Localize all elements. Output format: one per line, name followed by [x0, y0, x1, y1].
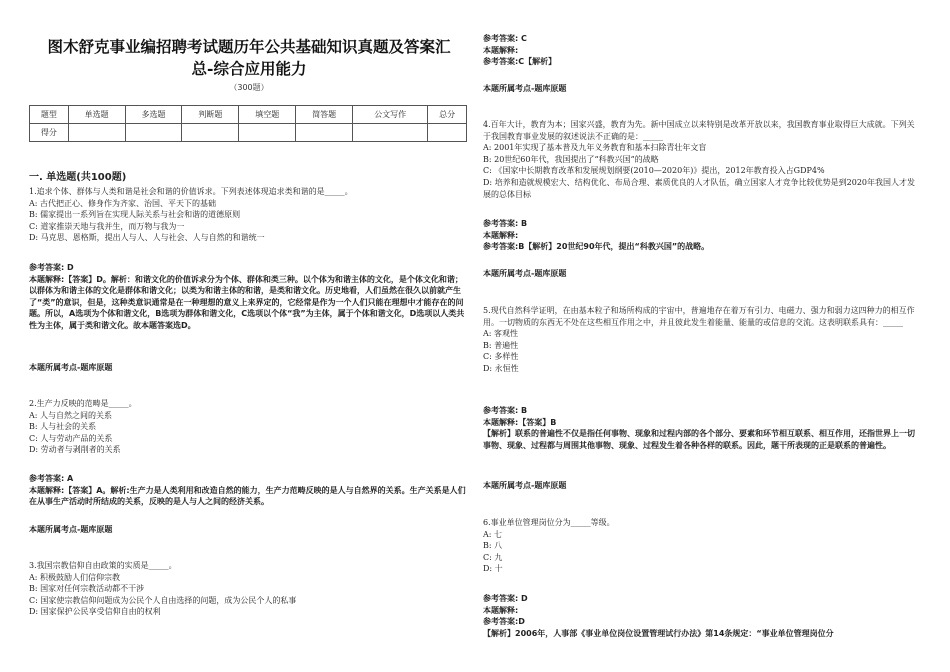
- explanation: 本题解释:【答案】B: [483, 417, 557, 427]
- explanation: 参考答案:B【解析】20世纪90年代，提出“科教兴国”的战略。: [483, 242, 710, 252]
- point-label: 本题所属考点-题库原题: [483, 481, 567, 490]
- answer: 参考答案: D: [483, 594, 528, 603]
- option-d: D: 国家保护公民享受信仰自由的权利: [29, 607, 161, 617]
- answer: 参考答案: C: [483, 34, 527, 43]
- explanation-label: 本题解释:: [483, 230, 519, 240]
- option-c: C: 九: [483, 552, 503, 562]
- answer-block-6: [483, 593, 918, 653]
- score-cell: [428, 124, 467, 142]
- score-header-cell: 多选题: [125, 106, 182, 124]
- option-a: A: 2001年实现了基本普及九年义务教育和基本扫除青壮年文盲: [483, 143, 707, 153]
- option-b: B: 国家对任何宗教活动都不干涉: [29, 584, 145, 594]
- option-d: D: 马克思、恩格斯，提出人与人、人与社会、人与自然的和谐统一: [29, 233, 265, 243]
- option-a: A: 客观性: [483, 329, 519, 339]
- option-d: D: 永恒性: [483, 363, 519, 373]
- score-header-cell: 判断题: [182, 106, 239, 124]
- score-cell: [239, 124, 296, 142]
- explanation-label: 本题解释:: [483, 45, 519, 55]
- score-cell: [182, 124, 239, 142]
- option-c: C: 人与劳动产品的关系: [29, 433, 113, 443]
- answer-block-2: [29, 473, 469, 508]
- title-line-2: 总-综合应用能力: [191, 59, 307, 78]
- question-1: [29, 186, 469, 244]
- score-table: [29, 105, 467, 142]
- score-table-header-row: [30, 106, 467, 124]
- option-c: C: 《国家中长期教育改革和发展规划纲要(2010—2020年)》提出，2012年教育投入占GDP4%: [483, 166, 825, 176]
- option-b: B: 20世纪60年代，我国提出了“科教兴国”的战略: [483, 154, 659, 164]
- question-2: [29, 398, 469, 456]
- answer-block-3: [483, 33, 923, 68]
- score-header-cell: 填空题: [239, 106, 296, 124]
- score-header-cell: 公文写作: [353, 106, 428, 124]
- explanation-detail: 【解析】2006年，人事部《事业单位岗位设置管理试行办法》第14条规定：“事业单位管理岗位分: [483, 628, 834, 638]
- question-5: [483, 305, 918, 375]
- answer: 参考答案: A: [29, 474, 74, 483]
- answer: 参考答案: B: [483, 219, 528, 228]
- section-heading: 一. 单选题(共100题): [29, 172, 127, 183]
- option-a: A: 古代把正心、修身作为齐家、治国、平天下的基础: [29, 198, 217, 208]
- question-stem: 5.现代自然科学证明，在由基本粒子和场所构成的宇宙中，普遍地存在着万有引力、电磁力、强力和弱力这四种力的相互作用。一切物质的东西无不处在这些相互作用之中，并且彼此发生着能量、能量的或信息的交流。这表明联系具有：_____: [483, 306, 915, 327]
- explanation: 参考答案:D: [483, 617, 525, 627]
- option-c: C: 国家使宗教信仰问题成为公民个人自由选择的问题，成为公民个人的私事: [29, 595, 297, 605]
- option-b: B: 人与社会的关系: [29, 422, 97, 432]
- option-d: D: 劳动者与剥削者的关系: [29, 445, 121, 455]
- option-b: B: 儒家提出一系列旨在实现人际关系与社会和谐的道德原则: [29, 210, 241, 220]
- option-c: C: 多样性: [483, 352, 519, 362]
- question-stem: 3.我国宗教信仰自由政策的实质是_____。: [29, 561, 177, 570]
- question-total: （300题）: [229, 83, 269, 92]
- score-header-cell: 总分: [428, 106, 467, 124]
- explanation: 本题解释:【答案】D。解析：和谐文化的价值诉求分为个体、群体和类三种。以个体为和谐主体的文化，是个体文化和谐；以群体为和谐主体的文化是群体和谐文化；以类为和谐主体的和谐，是类和谐文化。历史地看，人们虽然在很久以前就产生了“类”的意识，但是，这种类意识通常是在一种理想的意义上来界定的，它经常是作为一个人们只能在理想中才能存在的问题。所以，A选项为个体和谐文化，B选项为群体和谐文化，C选项以个体“我”为主体，属于个体和谐文化，D选项以人类共性为主体，属于类和谐文化。故本题答案选D。: [29, 274, 465, 330]
- score-cell: [68, 124, 125, 142]
- question-6: [483, 517, 923, 575]
- score-row-label: 得分: [30, 124, 69, 142]
- question-3: [29, 560, 469, 618]
- point-label: 本题所属考点-题库原题: [29, 525, 113, 534]
- score-cell: [353, 124, 428, 142]
- question-stem: 1.追求个体、群体与人类和谐是社会和谐的价值诉求。下列表述体现追求类和谐的是_____。: [29, 187, 353, 196]
- explanation: 参考答案:C【解析】: [483, 57, 557, 67]
- score-header-cell: 单选题: [68, 106, 125, 124]
- point-label: 本题所属考点-题库原题: [483, 269, 567, 278]
- option-c: C: 道家推崇天地与我并生，而万物与我为一: [29, 221, 185, 231]
- option-a: A: 积极鼓励人们信仰宗教: [29, 572, 121, 582]
- option-b: B: 普遍性: [483, 340, 519, 350]
- question-stem: 6.事业单位管理岗位分为_____等级。: [483, 518, 615, 527]
- explanation: 本题解释:【答案】A。解析:生产力是人类利用和改造自然的能力，生产力范畴反映的是人与自然界的关系。生产关系是人们在从事生产活动时所结成的关系，反映的是人与人之间的经济关系。: [29, 485, 466, 507]
- option-b: B: 八: [483, 541, 503, 551]
- explanation-label: 本题解释:: [483, 605, 519, 615]
- answer-block-5: [483, 405, 918, 451]
- point-label: 本题所属考点-题库原题: [29, 363, 113, 372]
- question-stem: 4.百年大计，教育为本；国家兴盛，教育为先。新中国成立以来特别是改革开放以来，我国教育事业取得巨大成就。下列关于我国教育事业发展的叙述说法不正确的是：_____: [483, 120, 915, 141]
- question-stem: 2.生产力反映的范畴是_____。: [29, 399, 137, 408]
- point-label: 本题所属考点-题库原题: [483, 84, 567, 93]
- answer-block-4: [483, 218, 923, 253]
- answer: 参考答案: B: [483, 406, 528, 415]
- answer: 参考答案: D: [29, 263, 74, 272]
- score-header-cell: 简答题: [296, 106, 353, 124]
- option-a: A: 人与自然之间的关系: [29, 410, 113, 420]
- score-cell: [125, 124, 182, 142]
- explanation-detail: 【解析】联系的普遍性不仅是指任何事物、现象和过程内部的各个部分、要素和环节相互联系、相互作用，还指世界上一切事物、现象、过程都与周围其他事物、现象、过程发生着各种各样的联系。因此，题干所表现的正是联系的普遍性。: [483, 429, 915, 450]
- option-a: A: 七: [483, 529, 503, 539]
- score-table-score-row: [30, 124, 467, 142]
- score-cell: [296, 124, 353, 142]
- score-header-cell: 题型: [30, 106, 69, 124]
- answer-block-1: [29, 262, 469, 332]
- document-title: [29, 36, 469, 80]
- option-d: D: 培养和造就规模宏大、结构优化、布局合理、素质优良的人才队伍，确立国家人才竞争比较优势是到2020年我国人才发展的总体目标: [483, 177, 916, 199]
- title-line-1: 图木舒克事业编招聘考试题历年公共基础知识真题及答案汇: [47, 37, 451, 56]
- option-d: D: 十: [483, 564, 503, 574]
- question-4: [483, 119, 918, 200]
